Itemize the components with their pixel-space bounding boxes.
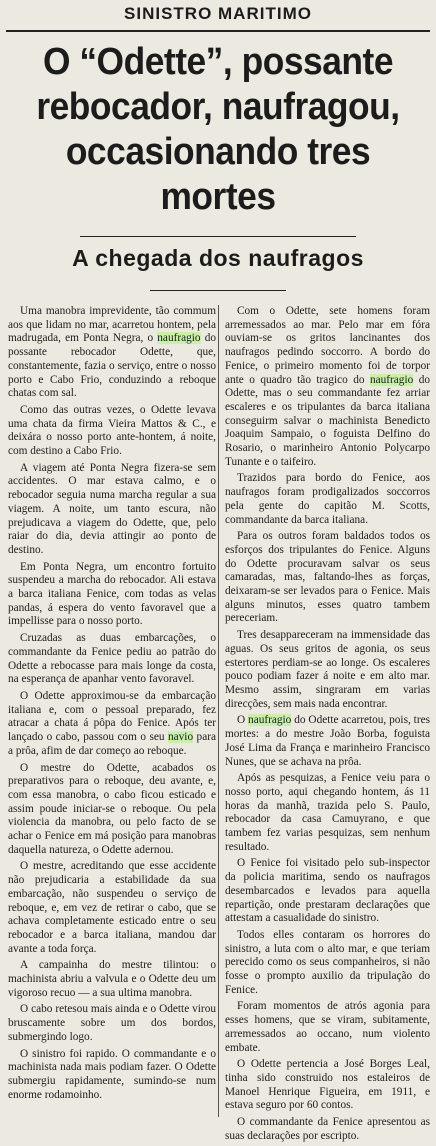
- paragraph-text: Trazidos para bordo do Fenice, aos naufragos foram prodigalizados soccorros pela gente do capitão M. Scotts, commandante da barca italiana.: [225, 472, 430, 526]
- headline-divider: [80, 236, 356, 237]
- paragraph-text: Cruzadas as duas embarcações, o commandante da Fenice pediu ao patrão do Odette a rebocasse para mais longe da costa, na esperança de apanhar vento favoravel.: [8, 632, 216, 686]
- article-paragraph: [8, 1003, 216, 1044]
- article-paragraph: [8, 860, 216, 956]
- article-paragraph: [8, 561, 216, 630]
- top-rule: [6, 30, 430, 32]
- article-paragraph: [225, 472, 430, 527]
- article-paragraph: [8, 404, 216, 459]
- section-kicker: SINISTRO MARITIMO: [124, 4, 312, 23]
- article-paragraph: [8, 1048, 216, 1103]
- article-paragraph: [225, 629, 430, 711]
- paragraph-text: para a prôa, afim de dar começo ao reboque.: [8, 731, 216, 757]
- highlighted-term: naufragio: [369, 373, 414, 386]
- highlighted-term: navio: [168, 731, 194, 744]
- paragraph-text: O sinistro foi rapido. O commandante e o machinista nada mais podiam fazer. O Odette submergiu rapidamente, sumindo-se num enorme rodamoinho.: [8, 1047, 216, 1101]
- article-paragraph: [225, 772, 430, 854]
- column-divider: [218, 305, 219, 1117]
- article-paragraph: [225, 1000, 430, 1055]
- article-paragraph: [8, 462, 216, 558]
- paragraph-text: do possante rebocador Odette, que, constantemente, fazia o serviço, entre o nosso porto e Cabo Frio, conduzindo a reboque chatas com sal.: [8, 332, 217, 400]
- paragraph-text: Todos elles contaram os horrores do sinistro, a luta com o alto mar, e que teriam perecido como os seus companheiros, si não fosse o prompto auxilio da tripulação do Fenice.: [225, 928, 430, 996]
- headline: O “Odette”, possante rebocador, naufragou, occasionando tres mortes: [36, 41, 400, 218]
- paragraph-text: Tres desappareceram na immensidade das aguas. Os seus gritos de agonia, os seus estertores perdiam-se ao longe. Os escaleres pouco podiam fazer á noite e em alto mar. Mesmo assim, singraram em varias direcções, sem mais nada encontrar.: [225, 629, 430, 710]
- article-column-right: [225, 305, 430, 1146]
- article-paragraph: [8, 690, 216, 759]
- article-paragraph: [225, 857, 430, 926]
- paragraph-text: O commandante da Fenice apresentou as suas declarações por escripto.: [225, 1116, 430, 1142]
- paragraph-text: Em Ponta Negra, um encontro fortuito suspendeu a marcha do rebocador. Ali estava a barca italiana Fenice, com todas as velas pandas, á espera do vento favoravel que a impellisse para o nosso porto.: [8, 560, 216, 628]
- paragraph-text: do Odette acarretou, pois, tres mortes: a do mestre João Borba, foguista José Lima da França e marinheiro Francisco Nunes, que se achava na prôa.: [225, 714, 430, 768]
- paragraph-text: do Odette, mas o seu commandante fez arriar escaleres e os tripulantes da barca italiana conseguirm salvar o machinista Benedicto Joaquim Sampaio, o foguista Delfino do Rosario, o marinheiro Antonio Polycarpo Tunante e o taifeiro.: [225, 373, 430, 468]
- paragraph-text: A viagem até Ponta Negra fizera-se sem accidentes. O mar estava calmo, e o rebocador seguia numa marcha regular a sua viagem. A noite, um tanto escura, não prejudicava a viagem do Odette, que, pelo raiar do dia, devia attingir ao ponto de destino.: [8, 461, 216, 556]
- paragraph-text: Foram momentos de atrós agonia para esses homens, que se viram, subitamente, arremessados ao occano, num violento embate.: [225, 1000, 430, 1054]
- paragraph-text: O Odette approximou-se da embarcação italiana e, com o pessoal preparado, fez atracar a chata á pôpa do Fenice. Após ter lançado o cabo, passou com o seu: [8, 689, 216, 744]
- paragraph-text: O: [237, 714, 249, 727]
- paragraph-text: Com o Odette, sete homens foram arremessados ao mar. Pelo mar em fóra ouviam-se os gritos lancinantes dos naufragos pedindo soccorro. A bordo do Fenice, o primeiro momento foi de torpor ante o quadro tão tragico do: [225, 305, 430, 386]
- article-paragraph: [225, 1058, 430, 1113]
- paragraph-text: A campainha do mestre tilintou: o machinista abriu a valvula e o Odette deu um vigoroso recuo — a sua ultima manobra.: [8, 959, 216, 999]
- subheadline: A chegada dos naufragos: [72, 245, 364, 271]
- highlighted-term: naufragio: [248, 714, 292, 727]
- subhead-divider: [150, 290, 286, 291]
- article-paragraph: [8, 959, 216, 1000]
- article-paragraph: [225, 305, 430, 469]
- article-paragraph: [8, 762, 216, 858]
- paragraph-text: O Odette pertencia a José Borges Leal, tinha sido construido nos estaleiros de Manoel Henrique Figueira, em 1911, e estava seguro por 60 contos.: [225, 1058, 430, 1112]
- paragraph-text: Após as pesquizas, a Fenice veiu para o nosso porto, aqui chegando hontem, ás 11 horas da manhã, trazida pelo S. Paulo, rebocador da casa Camuyrano, e que tambem fez varias pesquizas, sem nenhum resultado.: [225, 772, 430, 853]
- paragraph-text: O Fenice foi visitado pelo sub-inspector da policia maritima, sendo os naufragos desembarcados e levados para aquella repartição, onde prestaram declarações que attestam a casualidade do sinistro.: [225, 857, 430, 925]
- article-column-left: [8, 305, 216, 1105]
- article-paragraph: [225, 929, 430, 998]
- paragraph-text: Como das outras vezes, o Odette levava uma chata da firma Vieira Mattos & C., e deixára o nosso porto ante-hontem, á noite, com destino a Cabo Frio.: [8, 403, 216, 458]
- paragraph-text: Uma manobra imprevidente, tão commum aos que lidam no mar, acarretou hontem, pela madrugada, em Ponta Negra, o: [8, 305, 216, 345]
- paragraph-text: Para os outros foram baldados todos os esforços dos tripulantes do Fenice. Alguns do Odette procuravam salvar os seus camaradas, mas, faltando-lhes as forças, deixaram-se ser levados para o Fenice. Mais alguns minutos, esses quatro tambem pereceriam.: [225, 530, 430, 625]
- article-paragraph: [8, 632, 216, 687]
- highlighted-term: naufragio: [157, 332, 201, 345]
- article-paragraph: [8, 305, 216, 401]
- article-paragraph: [225, 714, 430, 769]
- article-paragraph: [225, 1116, 430, 1143]
- paragraph-text: O cabo retesou mais ainda e o Odette virou bruscamente sobre um dos bordos, submergindo logo.: [8, 1003, 216, 1043]
- article-paragraph: [225, 530, 430, 626]
- paragraph-text: O mestre do Odette, acabados os preparativos para o reboque, deu avante, e, com essa manobra, o cabo ficou esticado e assim poude iniciar-se o reboque. Ou pela violencia da manobra, ou pelo facto de se achar o Fenice em má posição para manobras daquella natureza, o Odette adernou.: [8, 761, 216, 856]
- paragraph-text: O mestre, acreditando que esse accidente não prejudicaria a estabilidade da sua embarcação, não suspendeu o serviço de reboque, e, em vez de retirar o cabo, que se achava completamente esticado entre o seu rebocador e a barca italiana, mandou dar avante a toda força.: [8, 860, 216, 955]
